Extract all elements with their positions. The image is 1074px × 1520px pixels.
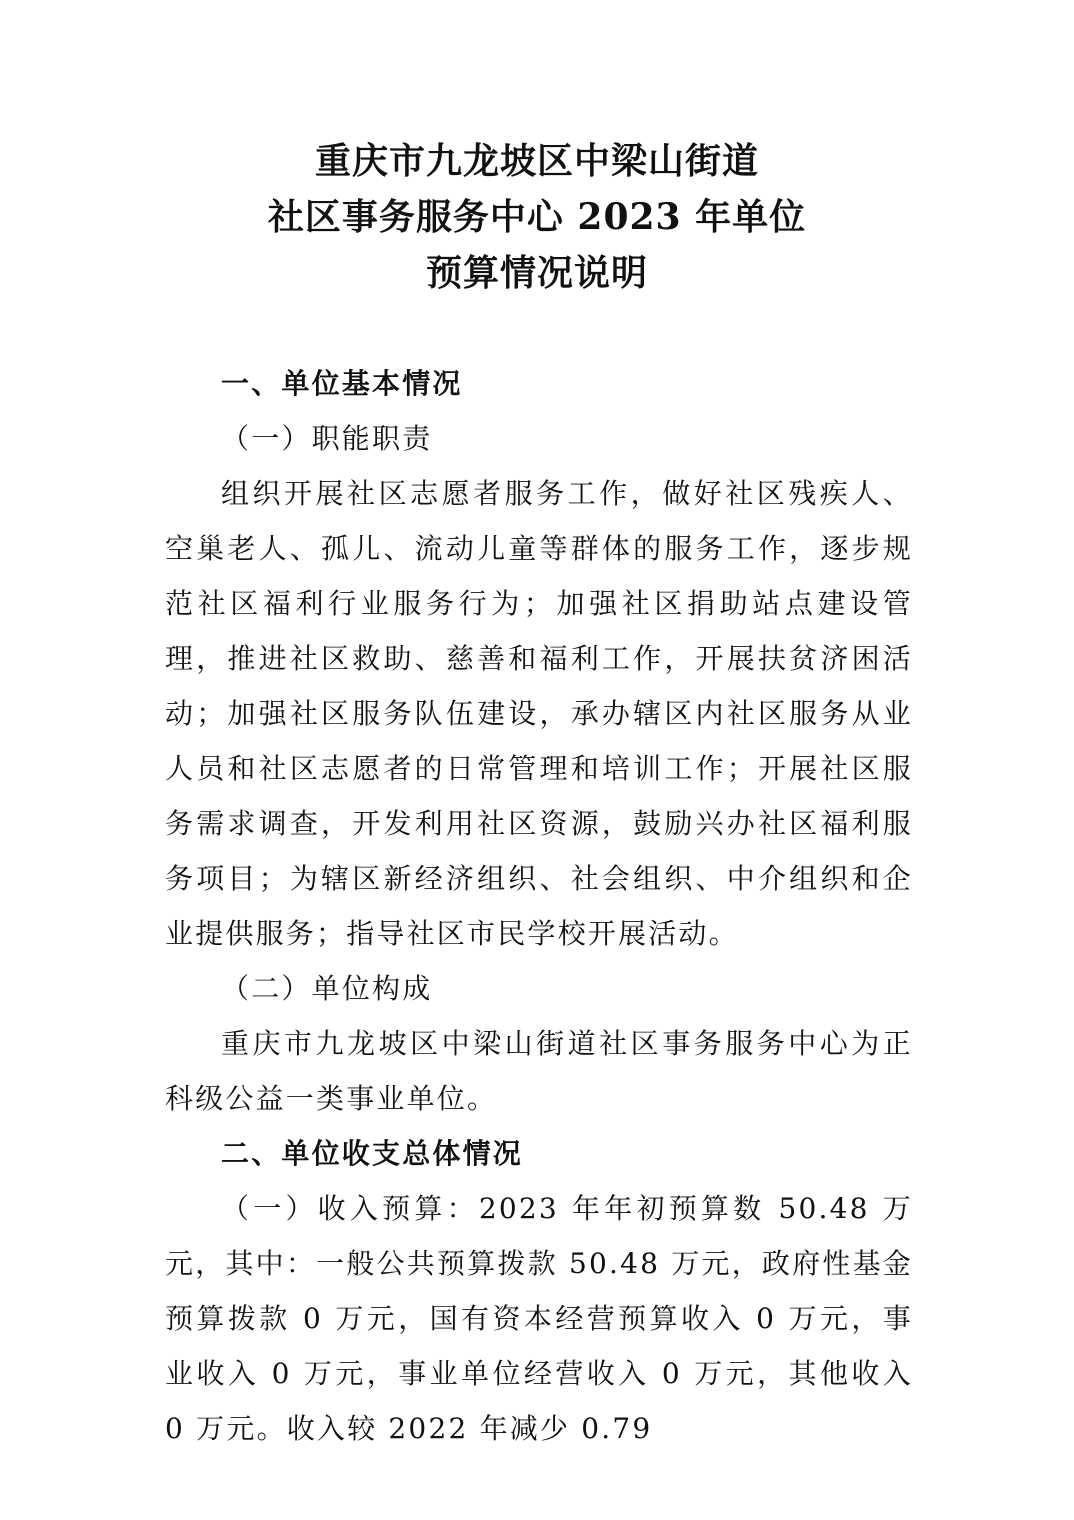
subsection-heading-composition: （二）单位构成 xyxy=(221,972,433,1005)
subsection-heading-duties: （一）职能职责 xyxy=(221,422,433,455)
title-line-2: 社区事务服务中心 2023 年单位 xyxy=(267,196,807,238)
section-heading-basic-info: 一、单位基本情况 xyxy=(221,367,463,400)
section-heading-income-expenditure: 二、单位收支总体情况 xyxy=(221,1137,524,1170)
document-title xyxy=(0,133,1074,301)
paragraph-income-budget: （一）收入预算：2023 年年初预算数 50.48 万元，其中：一般公共预算拨款 50.48 万元，政府性基金预算拨款 0 万元，国有资本经营预算收入 0 万元，事业收入 0 万元，事业单位经营收入 0 万元，其他收入 0 万元。收入较 2022 年减少 0.79 xyxy=(165,1192,913,1445)
document-body xyxy=(165,356,913,1456)
title-line-3: 预算情况说明 xyxy=(425,252,648,294)
paragraph-composition: 重庆市九龙坡区中梁山街道社区事务服务中心为正科级公益一类事业单位。 xyxy=(165,1027,913,1115)
title-line-1: 重庆市九龙坡区中梁山街道 xyxy=(314,140,759,182)
paragraph-duties: 组织开展社区志愿者服务工作，做好社区残疾人、空巢老人、孤儿、流动儿童等群体的服务工作，逐步规范社区福利行业服务行为；加强社区捐助站点建设管理，推进社区救助、慈善和福利工作，开展扶贫济困活动；加强社区服务队伍建设，承办辖区内社区服务从业人员和社区志愿者的日常管理和培训工作；开展社区服务需求调查，开发利用社区资源，鼓励兴办社区福利服务项目；为辖区新经济组织、社会组织、中介组织和企业提供服务；指导社区市民学校开展活动。 xyxy=(165,477,913,950)
